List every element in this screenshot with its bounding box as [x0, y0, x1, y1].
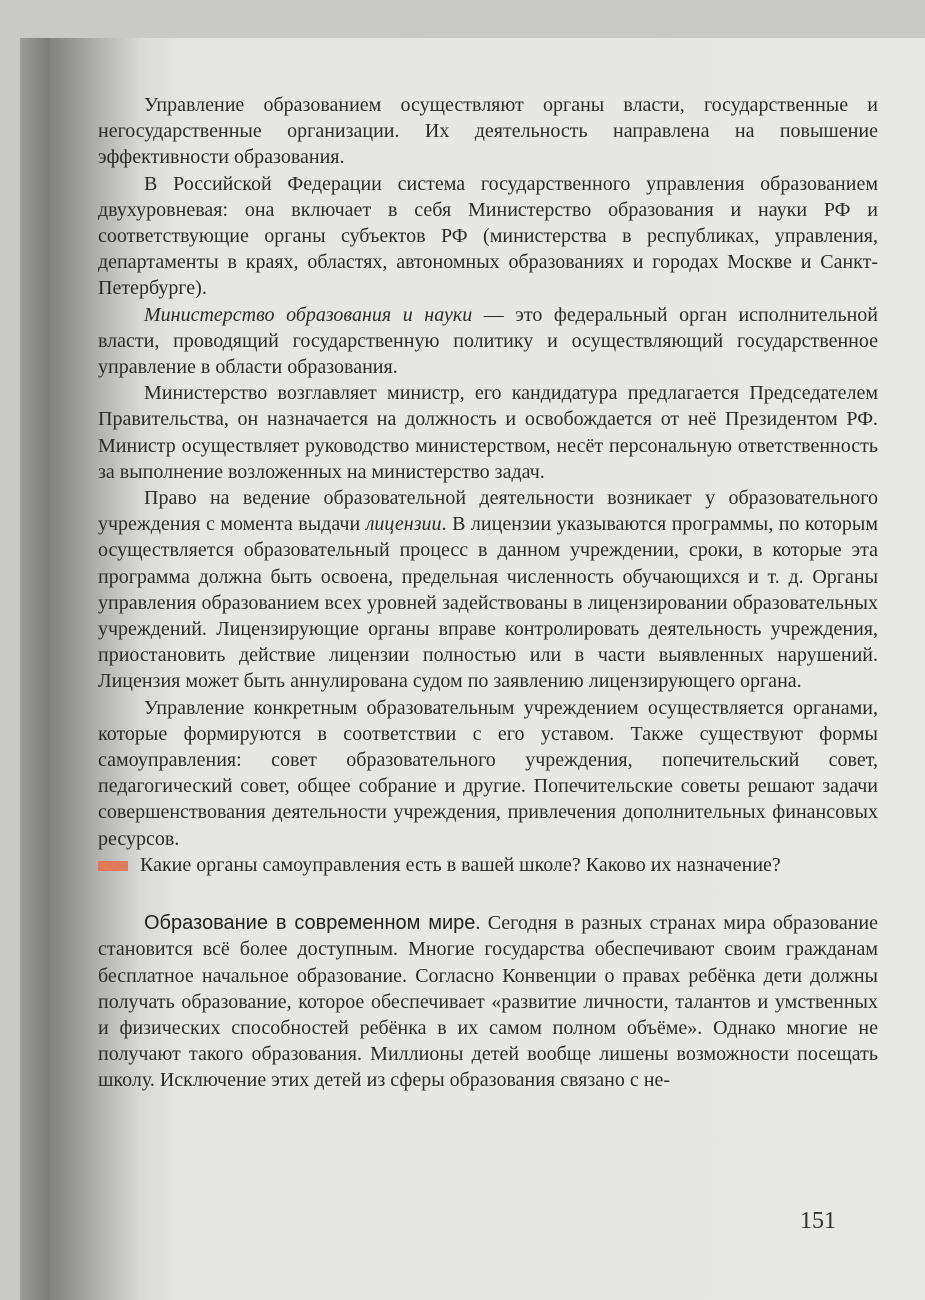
question-marker-icon	[98, 861, 128, 871]
question-text: Какие органы самоуправления есть в вашей школе? Каково их назначение?	[140, 853, 781, 876]
page-binding-shadow	[20, 38, 50, 1300]
page-number: 151	[800, 1208, 836, 1234]
license-text-after: . В лицензии указываются программы, по которым осуществляется образовательный процесс в данном учреждении, сроки, в которые эта программа должна быть освоена, предельная численность обучающихся и т. д. Органы управления образованием всех уровней задействованы в лицензировании образовательных учреждений. Лицензирующие органы вправе контролировать деятельность учреждения, приостановить действие лицензии полностью или в части выявленных нарушений. Лицензия может быть аннулирована судом по заявлению лицензирующего органа.	[98, 513, 879, 693]
section-spacer	[98, 878, 878, 910]
paragraph-governance: Управление образованием осуществляют органы власти, государственные и негосударственные организации. Их деятельность направлена на повышение эффективности образования.	[98, 94, 878, 169]
paragraph-two-level-system: В Российской Федерации система государственного управления образованием двухуровневая: она включает в себя Министерство образования и науки РФ и соответствующие органы субъектов РФ (министерства в республиках, управления, департаменты в краях, областях, автономных образованиях и городах Москве и Санкт-Петербурге).	[98, 172, 878, 300]
license-text-before: Право на ведение образовательной деятельности возникает у образовательного учреждения с момента выдачи	[98, 487, 878, 536]
section-text: . Сегодня в разных странах мира образование становится всё более доступным. Многие государства обеспечивают своим гражданам бесплатное начальное образование. Согласно Конвенции о правах ребёнка дети должны получать образование, которое обеспечивает «развитие личности, талантов и умственных и физических способностей ребёнка в их самом полном объёме». Однако многие не получают такого образования. Миллионы детей вообще лишены возможности посещать школу. Исключение этих детей из сферы образования связано с не-	[98, 912, 878, 1092]
page-text	[98, 92, 878, 1094]
paragraph-modern-education	[98, 910, 878, 1093]
section-heading: Образование в современном мире	[144, 912, 476, 935]
review-question	[98, 852, 878, 878]
term-ministry: Министерство образования и науки	[144, 303, 473, 326]
ministry-definition: — это федеральный орган исполнительной власти, проводящий государственную политику и осуществляющий государственное управление в области образования.	[98, 303, 878, 379]
term-license: лицензии	[365, 513, 442, 536]
paragraph-ministry	[98, 302, 878, 381]
paragraph-license	[98, 485, 878, 695]
paragraph-minister: Министерство возглавляет министр, его кандидатура предлагается Председателем Правительства, он назначается на должность и освобождается от неё Президентом РФ. Министр осуществляет руководство министерством, несёт персональную ответственность за выполнение возложенных на министерство задач.	[98, 382, 878, 483]
paragraph-management: Управление конкретным образовательным учреждением осуществляется органами, которые формируются в соответствии с его уставом. Также существуют формы самоуправления: совет образовательного учреждения, попечительский совет, педагогический совет, общее собрание и другие. Попечительские советы решают задачи совершенствования деятельности учреждения, привлечения дополнительных финансовых ресурсов.	[98, 696, 878, 850]
